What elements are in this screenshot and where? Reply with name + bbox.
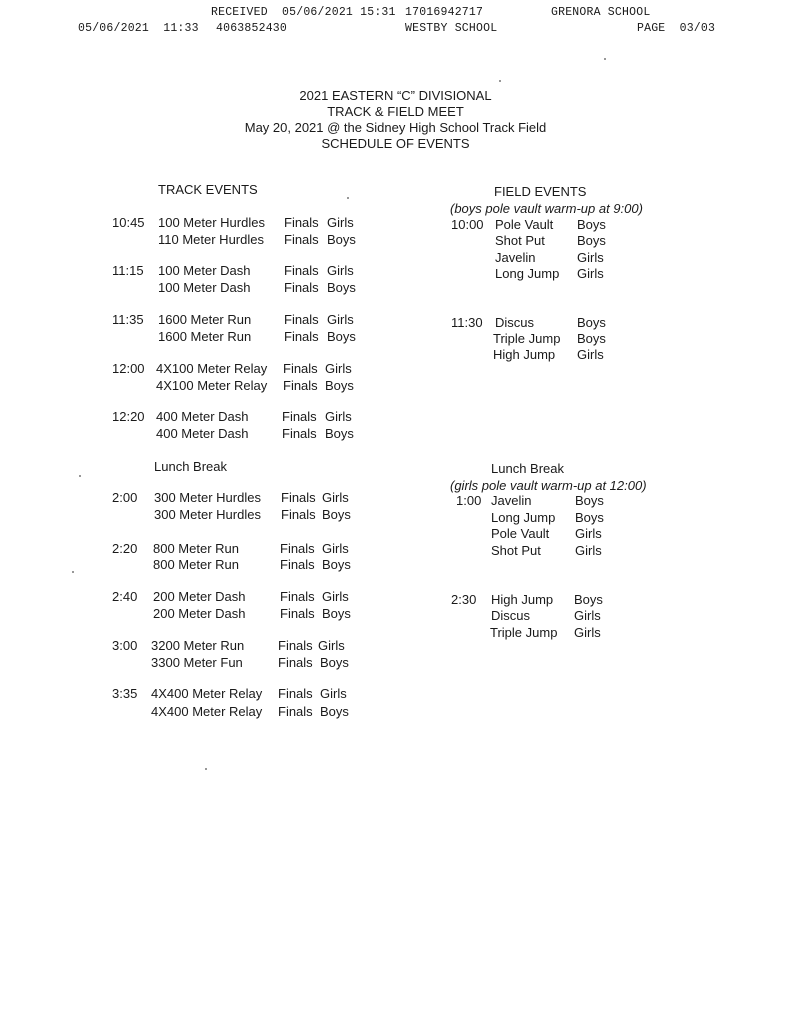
event-round: Finals bbox=[284, 280, 319, 295]
event-name: Javelin bbox=[495, 250, 536, 265]
event-name: Long Jump bbox=[495, 266, 560, 281]
event-time: 2:00 bbox=[112, 490, 138, 505]
event-gender: Girls bbox=[327, 312, 354, 327]
event-gender: Girls bbox=[577, 266, 604, 281]
title-schedule: SCHEDULE OF EVENTS bbox=[321, 136, 470, 151]
event-name: Triple Jump bbox=[490, 625, 558, 640]
scan-speck bbox=[79, 475, 81, 477]
event-name: 4X100 Meter Relay bbox=[156, 378, 268, 393]
event-name: High Jump bbox=[493, 347, 556, 362]
event-name: 4X100 Meter Relay bbox=[156, 361, 268, 376]
event-round: Finals bbox=[282, 426, 317, 441]
event-round: Finals bbox=[281, 490, 316, 505]
event-gender: Boys bbox=[327, 232, 356, 247]
field-lunch-break: Lunch Break bbox=[491, 461, 564, 476]
title-division: 2021 EASTERN “C” DIVISIONAL bbox=[299, 88, 492, 103]
event-gender: Girls bbox=[322, 541, 349, 556]
event-round: Finals bbox=[280, 606, 315, 621]
event-gender: Girls bbox=[322, 490, 349, 505]
event-name: 3200 Meter Run bbox=[151, 638, 245, 653]
event-round: Finals bbox=[284, 215, 319, 230]
event-gender: Boys bbox=[320, 655, 349, 670]
event-name: 800 Meter Run bbox=[153, 541, 239, 556]
event-name: 300 Meter Hurdles bbox=[154, 507, 261, 522]
event-gender: Girls bbox=[318, 638, 345, 653]
event-round: Finals bbox=[283, 361, 318, 376]
event-name: Pole Vault bbox=[491, 526, 550, 541]
event-time: 11:35 bbox=[112, 312, 144, 327]
event-gender: Girls bbox=[320, 686, 347, 701]
event-name: 1600 Meter Run bbox=[158, 312, 252, 327]
fax-sender-number: 17016942717 bbox=[405, 6, 484, 19]
event-name: 1600 Meter Run bbox=[158, 329, 252, 344]
event-name: Shot Put bbox=[495, 233, 545, 248]
event-gender: Boys bbox=[327, 329, 356, 344]
event-gender: Boys bbox=[320, 704, 349, 719]
fax-sender-name: GRENORA SCHOOL bbox=[551, 6, 651, 19]
event-gender: Girls bbox=[574, 608, 601, 623]
event-round: Finals bbox=[284, 232, 319, 247]
event-gender: Girls bbox=[577, 250, 604, 265]
event-name: Triple Jump bbox=[493, 331, 561, 346]
event-name: 4X400 Meter Relay bbox=[151, 686, 263, 701]
event-time: 10:45 bbox=[112, 215, 145, 230]
title-meet: TRACK & FIELD MEET bbox=[327, 104, 464, 119]
event-round: Finals bbox=[278, 704, 313, 719]
event-gender: Girls bbox=[327, 263, 354, 278]
fax-local-name: WESTBY SCHOOL bbox=[405, 22, 498, 35]
event-time: 12:20 bbox=[112, 409, 145, 424]
event-gender: Boys bbox=[322, 606, 351, 621]
event-time: 2:30 bbox=[451, 592, 477, 607]
event-name: Pole Vault bbox=[495, 217, 554, 232]
track-events-heading: TRACK EVENTS bbox=[158, 182, 258, 197]
event-gender: Boys bbox=[327, 280, 356, 295]
event-gender: Girls bbox=[574, 625, 601, 640]
event-gender: Boys bbox=[325, 378, 354, 393]
boys-pole-vault-warmup-note: (boys pole vault warm-up at 9:00) bbox=[450, 201, 643, 216]
event-round: Finals bbox=[278, 686, 313, 701]
event-name: 200 Meter Dash bbox=[153, 589, 246, 604]
scan-speck bbox=[604, 58, 606, 60]
fax-local-datetime: 05/06/2021 11:33 bbox=[78, 22, 199, 35]
event-round: Finals bbox=[281, 507, 316, 522]
track-lunch-break: Lunch Break bbox=[154, 459, 227, 474]
scan-speck bbox=[499, 80, 501, 82]
event-name: Shot Put bbox=[491, 543, 541, 558]
event-name: 800 Meter Run bbox=[153, 557, 239, 572]
event-name: 100 Meter Hurdles bbox=[158, 215, 265, 230]
event-gender: Girls bbox=[325, 409, 352, 424]
scan-speck bbox=[347, 197, 349, 199]
event-gender: Girls bbox=[325, 361, 352, 376]
event-time: 11:30 bbox=[451, 315, 483, 330]
event-gender: Boys bbox=[575, 493, 604, 508]
event-gender: Girls bbox=[322, 589, 349, 604]
event-name: 400 Meter Dash bbox=[156, 426, 249, 441]
event-time: 10:00 bbox=[451, 217, 484, 232]
event-name: 100 Meter Dash bbox=[158, 263, 251, 278]
event-name: High Jump bbox=[491, 592, 554, 607]
scan-speck bbox=[205, 768, 207, 770]
event-gender: Boys bbox=[322, 507, 351, 522]
event-time: 3:35 bbox=[112, 686, 138, 701]
event-round: Finals bbox=[284, 263, 319, 278]
event-round: Finals bbox=[280, 557, 315, 572]
event-gender: Girls bbox=[327, 215, 354, 230]
event-gender: Boys bbox=[577, 331, 606, 346]
event-name: 400 Meter Dash bbox=[156, 409, 249, 424]
event-gender: Boys bbox=[325, 426, 354, 441]
girls-pole-vault-warmup-note: (girls pole vault warm-up at 12:00) bbox=[450, 478, 647, 493]
event-name: 200 Meter Dash bbox=[153, 606, 246, 621]
event-round: Finals bbox=[278, 638, 313, 653]
event-round: Finals bbox=[282, 409, 317, 424]
scan-speck bbox=[72, 571, 74, 573]
event-time: 11:15 bbox=[112, 263, 144, 278]
event-name: Discus bbox=[495, 315, 535, 330]
event-gender: Boys bbox=[322, 557, 351, 572]
event-time: 2:20 bbox=[112, 541, 138, 556]
event-gender: Boys bbox=[577, 233, 606, 248]
event-name: Javelin bbox=[491, 493, 532, 508]
event-gender: Boys bbox=[577, 315, 606, 330]
event-gender: Boys bbox=[574, 592, 603, 607]
event-round: Finals bbox=[280, 541, 315, 556]
event-gender: Girls bbox=[577, 347, 604, 362]
event-gender: Girls bbox=[575, 526, 602, 541]
event-name: 300 Meter Hurdles bbox=[154, 490, 261, 505]
event-gender: Boys bbox=[577, 217, 606, 232]
event-name: 100 Meter Dash bbox=[158, 280, 251, 295]
event-name: 4X400 Meter Relay bbox=[151, 704, 263, 719]
event-name: Long Jump bbox=[491, 510, 556, 525]
event-round: Finals bbox=[284, 312, 319, 327]
event-time: 3:00 bbox=[112, 638, 138, 653]
event-time: 1:00 bbox=[456, 493, 482, 508]
title-date-venue: May 20, 2021 @ the Sidney High School Track Field bbox=[244, 120, 547, 135]
event-round: Finals bbox=[280, 589, 315, 604]
fax-received-stamp: RECEIVED 05/06/2021 15:31 bbox=[211, 6, 396, 19]
event-name: 110 Meter Hurdles bbox=[158, 232, 264, 247]
event-round: Finals bbox=[283, 378, 318, 393]
fax-page-indicator: PAGE 03/03 bbox=[637, 22, 716, 35]
event-name: Discus bbox=[491, 608, 531, 623]
event-name: 3300 Meter Fun bbox=[151, 655, 243, 670]
event-time: 12:00 bbox=[112, 361, 145, 376]
field-events-heading: FIELD EVENTS bbox=[494, 184, 587, 199]
event-round: Finals bbox=[278, 655, 313, 670]
event-round: Finals bbox=[284, 329, 319, 344]
event-time: 2:40 bbox=[112, 589, 138, 604]
event-gender: Girls bbox=[575, 543, 602, 558]
fax-local-number: 4063852430 bbox=[216, 22, 288, 35]
event-gender: Boys bbox=[575, 510, 604, 525]
